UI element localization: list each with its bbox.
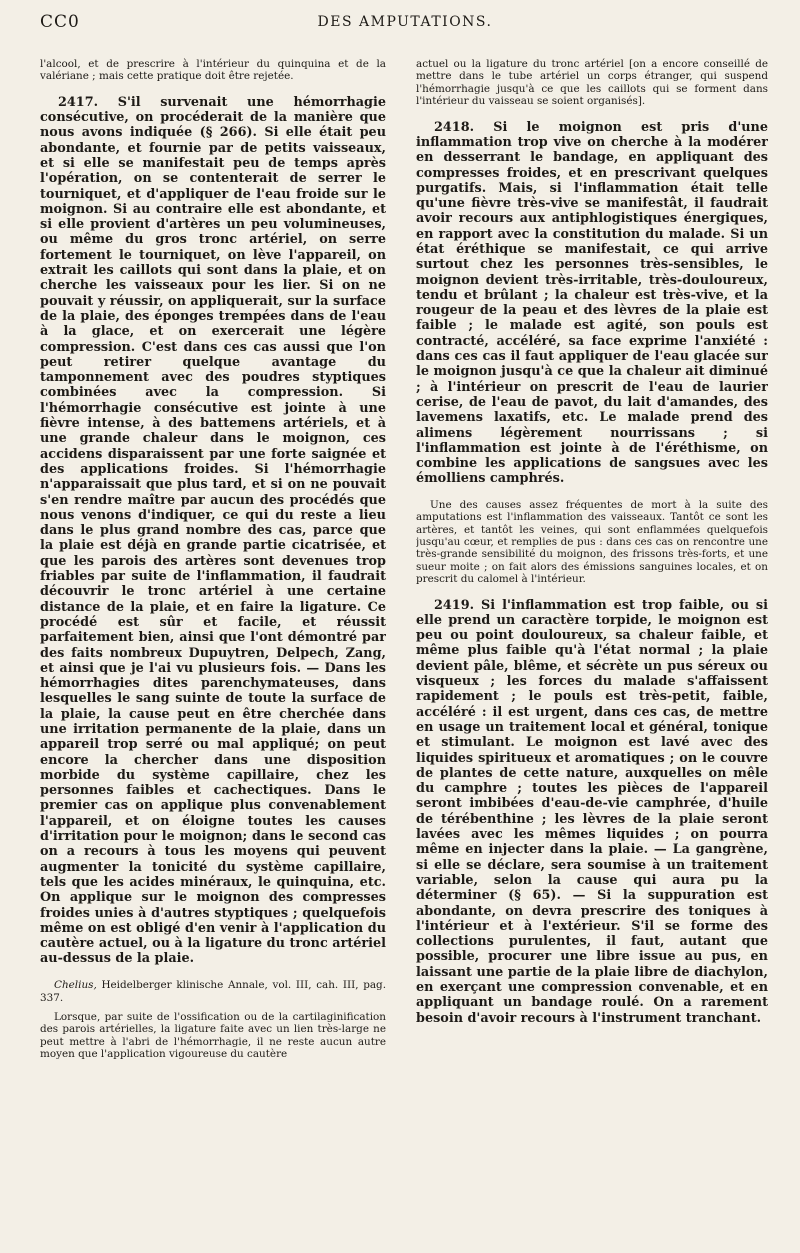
note-inflammation-vessels: Une des causes assez fréquentes de mort à la suite des amputations est l'inflammation des vaisseaux. Tantôt ce sont les artères, et tantôt les veines, qui sont enflammées quelquefois jusqu'au cœur, et remplies de pus : dans ces cas on rencontre une très-grande sensibilité du moignon, des frissons très-forts, et une sueur moite ; on fait alors des émissions sanguines locales, et on prescrit du calomel à l'intérieur. [416,498,768,586]
paragraph-2419: 2419. Si l'inflammation est trop faible, ou si elle prend un caractère torpide, le moignon est peu ou point douloureux, sa chaleur faible, et même plus faible qu'à l'état normal ; la plaie devient pâle, blême, et sécrète un pus séreux ou visqueux ; les forces du malade s'affaissent rapidement ; le pouls est très-petit, faible, accéléré : il est urgent, dans ces cas, de mettre en usage un traitement local et général, tonique et stimulant. Le moignon est lavé avec des liquides spiritueux et aromatiques ; on le couvre de plantes de cette nature, auxquelles on mêle du camphre ; toutes les pièces de l'appareil seront imbibées d'eau-de-vie camphrée, d'huile de térébenthine ; les lèvres de la plaie seront lavées avec les mêmes liquides ; on pourra même en injecter dans la plaie. — La gangrène, si elle se déclare, sera soumise à un traitement variable, selon la cause qui aura pu la déterminer (§ 65). — Si la suppuration est abondante, on devra prescrire des toniques à l'intérieur et à l'extérieur. S'il se forme des collections purulentes, il faut, autant que possible, procurer une libre issue au pus, en laissant une partie de la plaie libre de diachylon, en exerçant une compression convenable, et en appliquant un bandage roulé. On a rarement besoin d'avoir recours à l'instrument tranchant. [416,597,768,1026]
citation-author: Chelius, [54,978,97,991]
left-column [40,58,386,1178]
running-title: DES AMPUTATIONS. [317,14,493,30]
citation-source: Heidelberger klinische Annale, vol. III, cah. III, pag. 337. [40,978,386,1004]
note-continuation: actuel ou la ligature du tronc artériel [on a encore conseillé de mettre dans le tube artériel un corps étranger, qui suspend l'hémorrhagie jusqu'à ce que les caillots qui se forment dans l'intérieur du vaisseau se soient organisés]. [416,58,768,108]
citation [40,979,386,1005]
page-header [40,12,770,46]
note-ossification: Lorsque, par suite de l'ossification ou de la cartilaginification des parois artérielles, la ligature faite avec un lien très-large ne peut mettre à l'abri de l'hémorrhagie, il ne reste aucun autre moyen que l'application vigoureuse du cautère [40,1010,386,1060]
right-column [416,58,768,1178]
page-number: CC0 [40,12,80,32]
footnote-continuation: l'alcool, et de prescrire à l'intérieur du quinquina et de la valériane ; mais cette pratique doit être rejetée. [40,58,386,83]
paragraph-2418: 2418. Si le moignon est pris d'une inflammation trop vive on cherche à la modérer en desserrant le bandage, en appliquant des compresses froides, et en prescrivant quelques purgatifs. Mais, si l'inflammation était telle qu'une fièvre très-vive se manifestât, il faudrait avoir recours aux antiphlogistiques énergiques, en rapport avec la constitution du malade. Si un état éréthique se manifestait, ce qui arrive surtout chez les personnes très-sensibles, le moignon devient très-irritable, très-douloureux, tendu et brûlant ; la chaleur est très-vive, et la rougeur de la peau et des lèvres de la plaie est faible ; le malade est agité, son pouls est contracté, accéléré, sa face exprime l'anxiété : dans ces cas il faut appliquer de l'eau glacée sur le moignon jusqu'à ce que la chaleur ait diminué ; à l'intérieur on prescrit de l'eau de laurier cerise, de l'eau de pavot, du lait d'amandes, des lavemens laxatifs, etc. Le malade prend des alimens légèrement nourrissans ; si l'inflammation est jointe à de l'éréthisme, on combine les applications de sangsues avec les émolliens camphrés. [416,119,768,487]
paragraph-2417: 2417. S'il survenait une hémorrhagie consécutive, on procéderait de la manière que nous avons indiquée (§ 266). Si elle était peu abondante, et fournie par de petits vaisseaux, et si elle se manifestait peu de temps après l'opération, on se contenterait de serrer le tourniquet, et d'appliquer de l'eau froide sur le moignon. Si au contraire elle est abondante, et si elle provient d'artères un peu volumineuses, ou même du gros tronc artériel, on serre fortement le tourniquet, on lève l'appareil, on extrait les caillots qui sont dans la plaie, et on cherche les vaisseaux pour les lier. Si on ne pouvait y réussir, on appliquerait, sur la surface de la plaie, des éponges trempées dans de l'eau à la glace, et on exercerait une légère compression. C'est dans ces cas aussi que l'on peut retirer quelque avantage du tamponnement avec des poudres styptiques combinées avec la compression. Si l'hémorrhagie consécutive est jointe à une fièvre intense, à des battemens artériels, et à une grande chaleur dans le moignon, ces accidens disparaissent par une forte saignée et des applications froides. Si l'hémorrhagie n'apparaissait que plus tard, et si on ne pouvait s'en rendre maître par aucun des procédés que nous venons d'indiquer, ce qui du reste a lieu dans le plus grand nombre des cas, parce que la plaie est déjà en grande partie cicatrisée, et que les parois des artères sont devenues trop friables par suite de l'inflammation, il faudrait découvrir le tronc artériel à une certaine distance de la plaie, et en faire la ligature. Ce procédé est sûr et facile, et réussit parfaitement bien, ainsi que l'ont démontré par des faits nombreux Dupuytren, Delpech, Zang, et ainsi que je l'ai vu plusieurs fois. — Dans les hémorrhagies dites parenchymateuses, dans lesquelles le sang suinte de toute la surface de la plaie, la cause peut en être cherchée dans une irritation permanente de la plaie, dans un appareil trop serré ou mal appliqué; on peut encore la chercher dans une disposition morbide du système capillaire, chez les personnes faibles et cachectiques. Dans le premier cas on applique plus convenablement l'appareil, et on éloigne toutes les causes d'irritation pour le moignon; dans le second cas on a recours à tous les moyens qui peuvent augmenter la tonicité du système capillaire, tels que les acides minéraux, le quinquina, etc. On applique sur le moignon des compresses froides unies à d'autres styptiques ; quelquefois même on est obligé d'en venir à l'application du cautère actuel, ou à la ligature du tronc artériel au-dessus de la plaie. [40,94,386,967]
